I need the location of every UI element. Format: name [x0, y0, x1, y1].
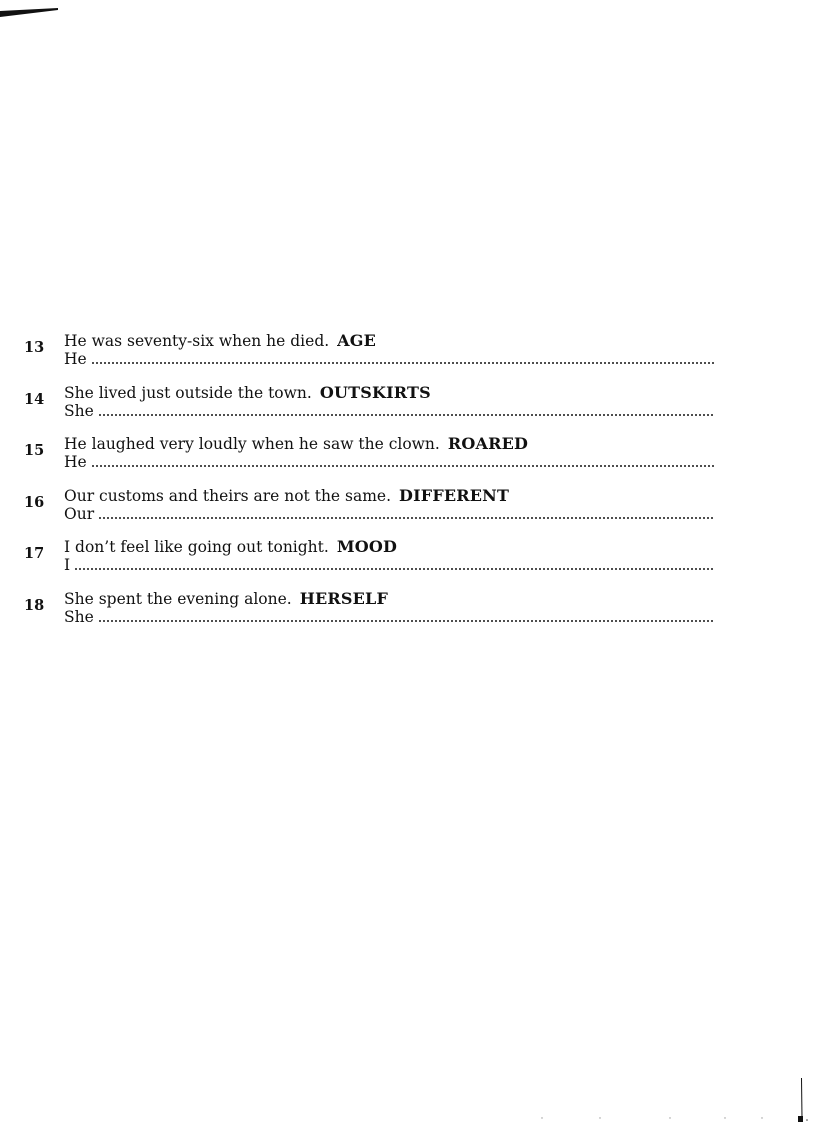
prompt-line — [64, 537, 714, 557]
answer-blank — [98, 517, 714, 519]
answer-start: He — [64, 350, 87, 368]
answer-line — [64, 557, 714, 574]
exercise-list — [24, 331, 724, 640]
answer-line — [64, 609, 714, 626]
prompt-line — [64, 486, 714, 506]
original-sentence: He was seventy-six when he died. — [64, 332, 330, 350]
answer-blank — [74, 568, 714, 570]
prompt-line — [64, 331, 714, 351]
original-sentence: Our customs and theirs are not the same. — [64, 486, 392, 505]
item-body — [64, 589, 714, 626]
prompt-line — [64, 589, 714, 609]
exercise-item-13 — [24, 331, 724, 383]
answer-blank — [91, 465, 714, 467]
keyword: AGE — [337, 331, 377, 350]
scan-artifact-dots — [540, 1116, 800, 1120]
scan-artifact-top — [0, 8, 60, 20]
original-sentence: She lived just outside the town. — [64, 383, 312, 402]
answer-line — [64, 403, 714, 420]
item-number: 14 — [24, 390, 45, 408]
prompt-line — [64, 434, 714, 454]
prompt-line — [64, 383, 714, 403]
answer-blank — [98, 620, 714, 622]
keyword: MOOD — [336, 537, 398, 556]
answer-start: Our — [64, 504, 95, 523]
scan-artifact-bottom — [790, 1078, 810, 1122]
item-body — [64, 486, 714, 523]
answer-line — [64, 454, 714, 471]
answer-blank — [91, 362, 714, 364]
original-sentence: He laughed very loudly when he saw the clown. — [64, 435, 440, 453]
keyword: DIFFERENT — [399, 485, 510, 505]
exercise-item-14 — [24, 383, 724, 435]
keyword: OUTSKIRTS — [319, 382, 431, 402]
item-number: 15 — [24, 442, 45, 459]
exercise-item-18 — [24, 589, 724, 641]
answer-line — [64, 506, 714, 523]
answer-start: She — [64, 607, 94, 626]
item-body — [64, 537, 714, 574]
answer-start: I — [64, 556, 71, 574]
item-number: 16 — [24, 493, 45, 511]
original-sentence: She spent the evening alone. — [64, 589, 292, 608]
answer-line — [64, 351, 714, 368]
item-number: 18 — [24, 596, 45, 614]
item-body — [64, 331, 714, 368]
item-body — [64, 383, 714, 420]
answer-blank — [98, 414, 714, 416]
keyword: HERSELF — [299, 588, 389, 608]
exercise-item-17 — [24, 537, 724, 589]
item-body — [64, 434, 714, 471]
answer-start: He — [64, 453, 87, 471]
exercise-item-15 — [24, 434, 724, 486]
original-sentence: I don’t feel like going out tonight. — [64, 538, 329, 556]
item-number: 13 — [24, 339, 45, 356]
item-number: 17 — [24, 545, 45, 562]
keyword: ROARED — [447, 434, 529, 453]
exercise-item-16 — [24, 486, 724, 538]
answer-start: She — [64, 401, 94, 420]
